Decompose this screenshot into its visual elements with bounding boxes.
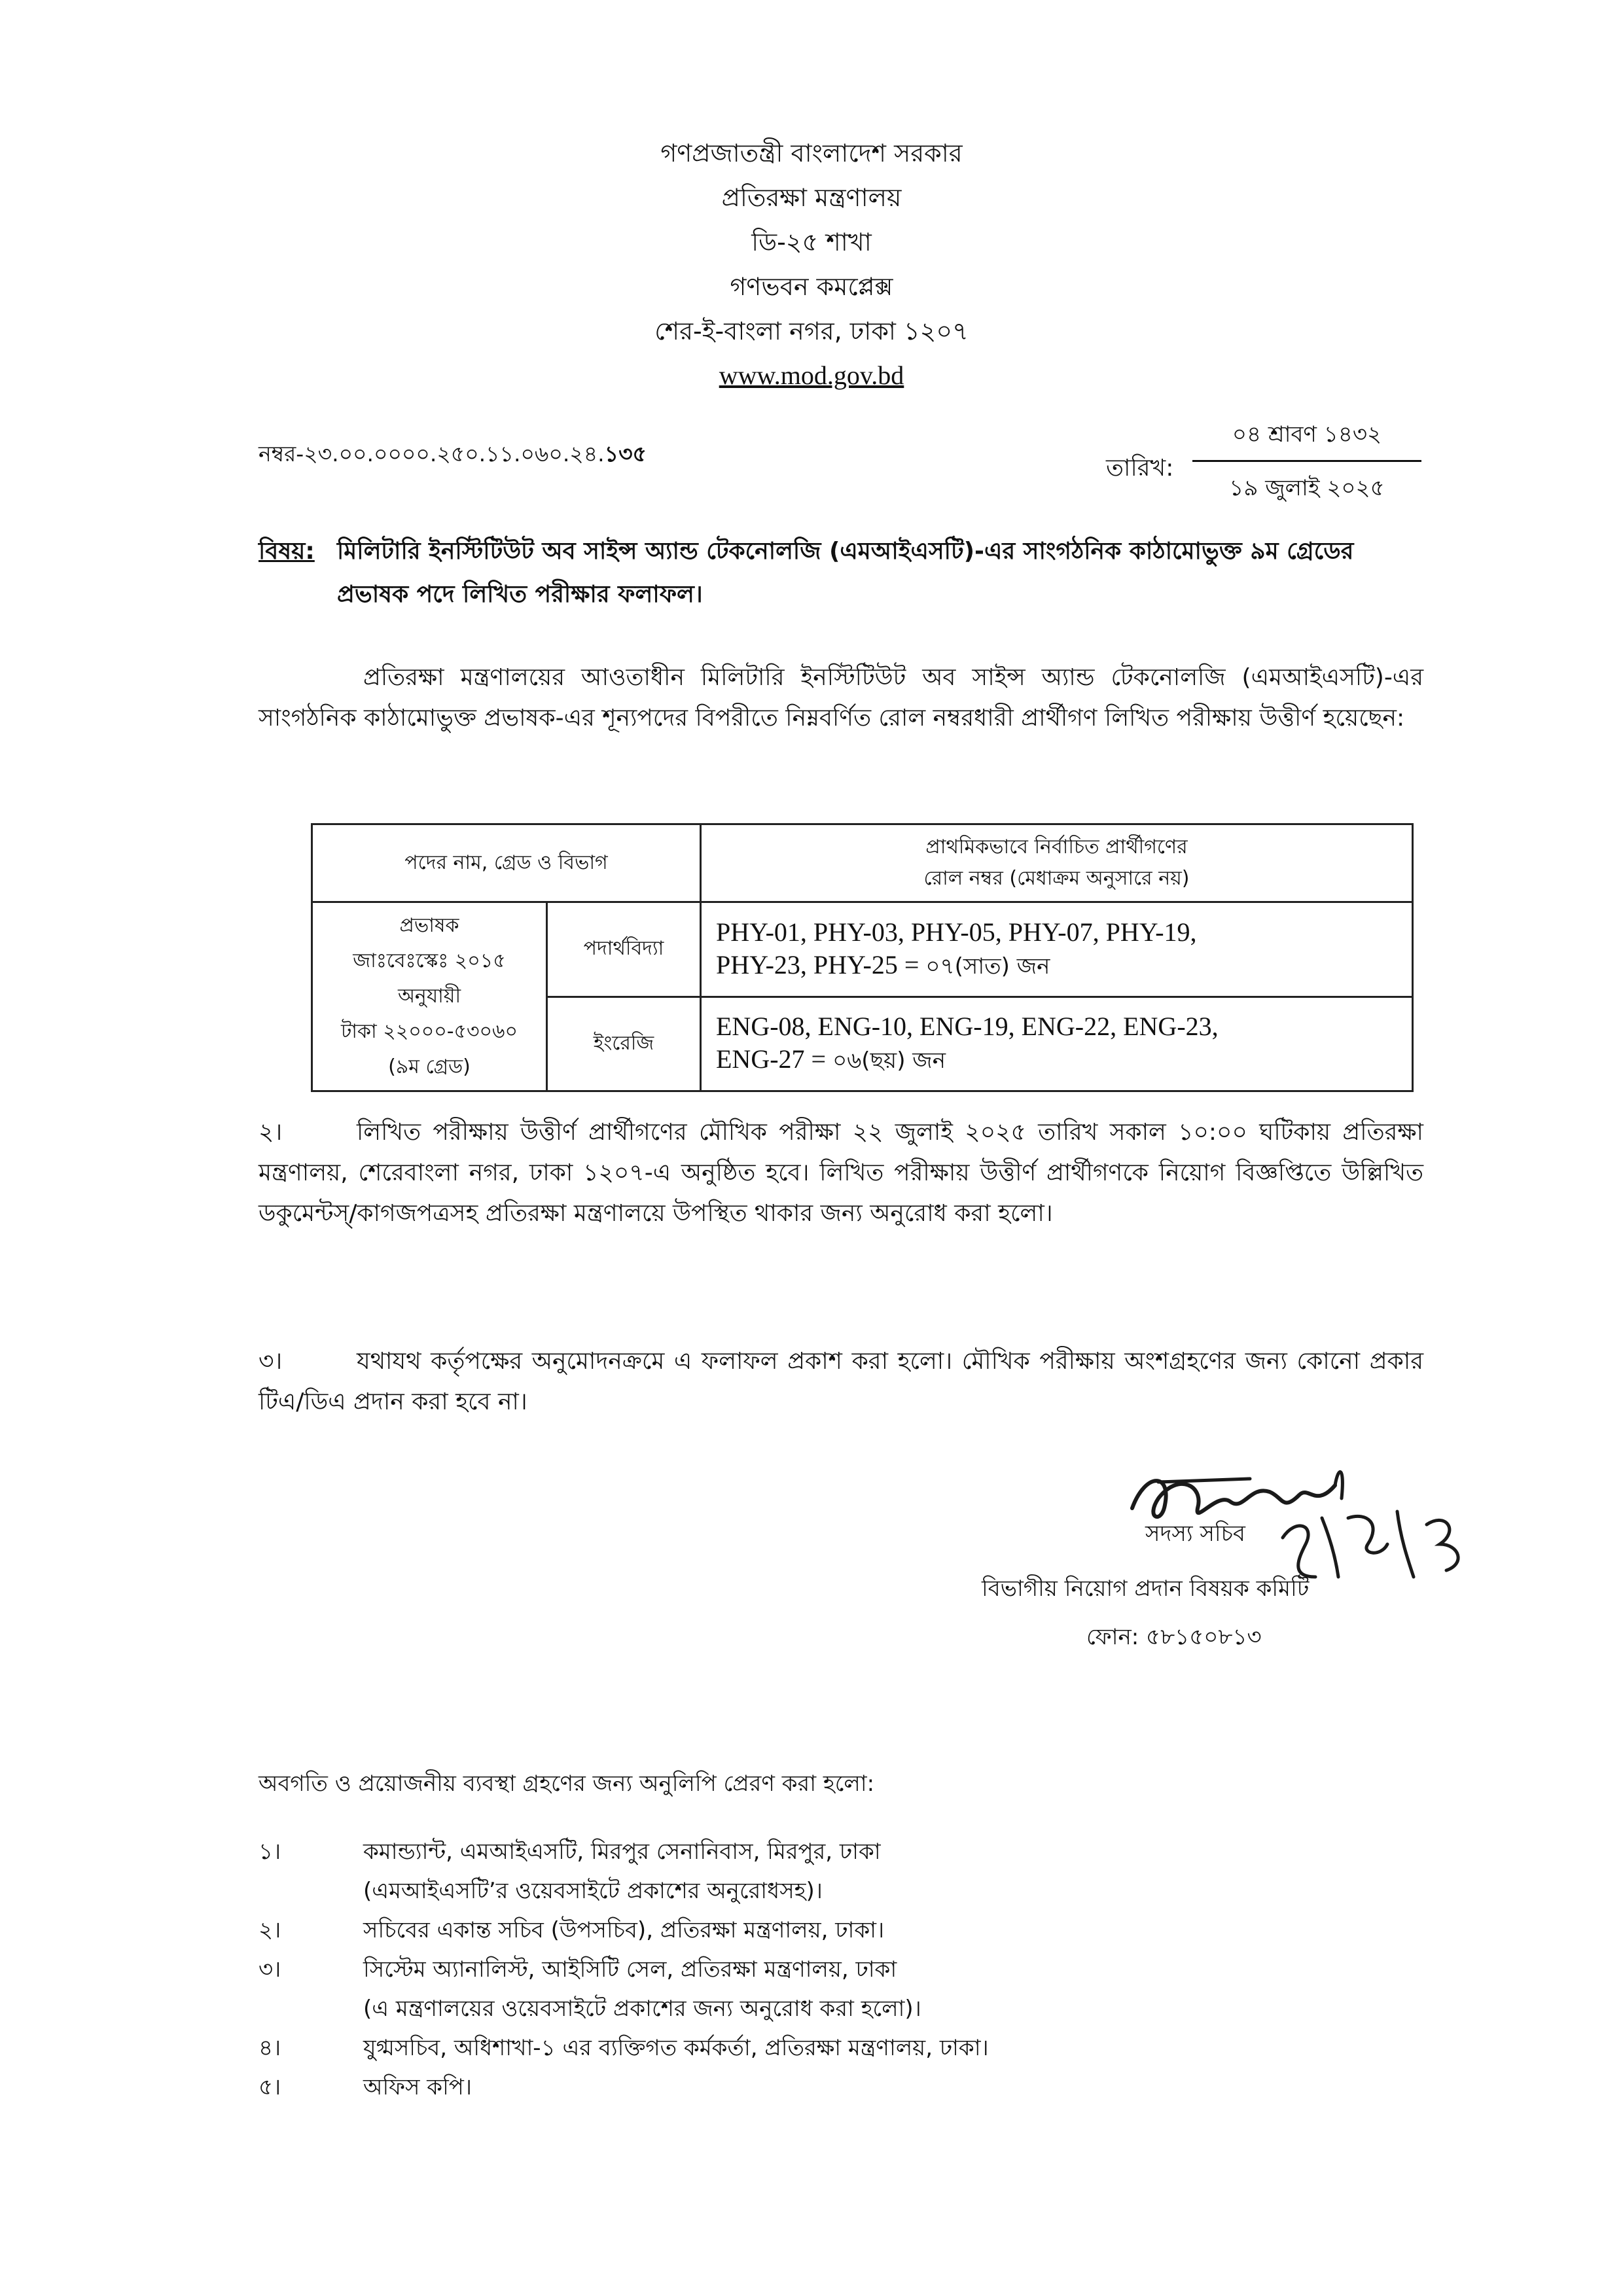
list-item-number: ৪।	[259, 2035, 281, 2061]
list-item-line: (এমআইএসটি’র ওয়েবসাইটে প্রকাশের অনুরোধসহ)।	[363, 1878, 823, 1904]
list-item-line: অফিস কপি।	[363, 2074, 473, 2100]
list-item-line: কমান্ড্যান্ট, এমআইএসটি, মিরপুর সেনানিবাস, মিরপুর, ঢাকা	[363, 1839, 881, 1865]
phone-number: ফোন: ৫৮১৫০৮১৩	[1086, 1624, 1262, 1650]
subject-line	[259, 530, 1430, 616]
grade: (৯ম গ্রেড)	[388, 1055, 471, 1078]
branch-name: ডি-২৫ শাখা	[751, 228, 872, 256]
paragraph-2	[259, 1112, 1423, 1234]
date-label: তারিখ:	[1106, 455, 1174, 482]
list-item	[259, 2028, 1423, 2068]
table-header-post: পদের নাম, গ্রেড ও বিভাগ	[312, 824, 701, 902]
list-item-text	[363, 2028, 1423, 2068]
table-header-row	[312, 824, 1413, 902]
govt-name: গণপ্রজাতন্ত্রী বাংলাদেশ সরকার	[660, 139, 963, 168]
paragraph-number: ২।	[259, 1119, 283, 1146]
list-item-number: ২।	[259, 1917, 281, 1943]
ministry-name: প্রতিরক্ষা মন্ত্রণালয়	[721, 183, 902, 212]
list-item-number: ৩।	[259, 1956, 281, 1983]
table-header-rolls-line2: রোল নম্বর (মেধাক্রম অনুসারে নয়)	[923, 867, 1190, 890]
website-link[interactable]: www.mod.gov.bd	[719, 361, 904, 390]
list-item	[259, 1832, 1423, 1911]
table-header-rolls-line1: প্রাথমিকভাবে নির্বাচিত প্রার্থীগণের	[925, 836, 1188, 858]
memo-number	[259, 437, 647, 474]
list-item-line: সিস্টেম অ্যানালিস্ট, আইসিটি সেল, প্রতিরক্ষা মন্ত্রণালয়, ঢাকা	[363, 1956, 897, 1983]
rolls-line: PHY-01, PHY-03, PHY-05, PHY-07, PHY-19,	[716, 917, 1197, 947]
letterhead	[0, 131, 1623, 398]
subject-label: বিষয়:	[259, 538, 315, 565]
paragraph-1: প্রতিরক্ষা মন্ত্রণালয়ের আওতাধীন মিলিটারি ইনস্টিটিউট অব সাইন্স অ্যান্ড টেকনোলজি (এমআইএসটি)-এর সাংগঠনিক কাঠামোভুক্ত প্রভাষক-এর শূন্যপদের বিপরীতে নিম্নবর্ণিত রোল নম্বরধারী প্রার্থীগণ লিখিত পরীক্ষায় উত্তীর্ণ হয়েছেন:	[259, 664, 1423, 732]
list-item	[259, 1950, 1423, 2028]
date-block	[1192, 417, 1421, 508]
list-item-text	[363, 2068, 1423, 2107]
paragraph-text: যথাযথ কর্তৃপক্ষের অনুমোদনক্রমে এ ফলাফল প্রকাশ করা হলো। মৌখিক পরীক্ষায় অংশগ্রহণের জন্য কোনো প্রকার টিএ/ডিএ প্রদান করা হবে না।	[259, 1348, 1423, 1415]
rolls-line: ENG-27 =	[716, 1044, 833, 1074]
rolls-cell-english	[701, 997, 1413, 1091]
list-item-number: ৫।	[259, 2074, 281, 2100]
list-item-line: সচিবের একান্ত সচিব (উপসচিব), প্রতিরক্ষা মন্ত্রণালয়, ঢাকা।	[363, 1917, 885, 1943]
rolls-cell-physics	[701, 902, 1413, 997]
list-item-text	[363, 1950, 1423, 2028]
list-item-text	[363, 1832, 1423, 1911]
list-item	[259, 1911, 1423, 1950]
rolls-line: ENG-08, ENG-10, ENG-19, ENG-22, ENG-23,	[716, 1012, 1219, 1042]
candidate-count: ০৭(সাত) জন	[925, 953, 1050, 980]
subject-text: মিলিটারি ইনস্টিটিউট অব সাইন্স অ্যান্ড টেকনোলজি (এমআইএসটি)-এর সাংগঠনিক কাঠামোভুক্ত ৯ম গ্রেডের প্রভাষক পদে লিখিত পরীক্ষার ফলাফল।	[337, 538, 1354, 608]
dept-cell-english: ইংরেজি	[547, 997, 701, 1091]
date-english: ১৯ জুলাই ২০২৫	[1229, 475, 1385, 501]
list-item-line: যুগ্মসচিব, অধিশাখা-১ এর ব্যক্তিগত কর্মকর্তা, প্রতিরক্ষা মন্ত্রণালয়, ঢাকা।	[363, 2035, 989, 2061]
paragraph-3	[259, 1341, 1423, 1422]
post-title: প্রভাষক	[399, 914, 459, 937]
list-item-text	[363, 1911, 1423, 1950]
table-row	[312, 902, 1413, 997]
date-bangla: ০৪ শ্রাবণ ১৪৩২	[1192, 417, 1421, 462]
memo-number-prefix: নম্বর-২৩.০০.০০০০.২৫০.১১.০৬০.২৪.	[259, 441, 605, 467]
complex-name: গণভবন কমপ্লেক্স	[730, 272, 893, 301]
pay-scale: জাঃবেঃস্কেঃ ২০১৫	[353, 949, 506, 972]
signatory-title: সদস্য সচিব	[1145, 1521, 1245, 1547]
rolls-line: PHY-23, PHY-25 =	[716, 949, 926, 980]
paragraph-number: ৩।	[259, 1348, 283, 1375]
post-cell	[312, 902, 547, 1091]
candidate-count: ০৬(ছয়) জন	[832, 1048, 946, 1074]
table-header-rolls	[701, 824, 1413, 902]
committee-name: বিভাগীয় নিয়োগ প্রদান বিষয়ক কমিটি	[982, 1576, 1310, 1602]
list-item-number: ১।	[259, 1839, 281, 1865]
dept-cell-physics: পদার্থবিদ্যা	[547, 902, 701, 997]
paragraph-text: লিখিত পরীক্ষায় উত্তীর্ণ প্রার্থীগণের মৌখিক পরীক্ষা ২২ জুলাই ২০২৫ তারিখ সকাল ১০:০০ ঘটিকায় প্রতিরক্ষা মন্ত্রণালয়, শেরেবাংলা নগর, ঢাকা ১২০৭-এ অনুষ্ঠিত হবে। লিখিত পরীক্ষায় উত্তীর্ণ প্রার্থীগণকে নিয়োগ বিজ্ঞপ্তিতে উল্লিখিত ডকুমেন্টস্/কাগজপত্রসহ প্রতিরক্ষা মন্ত্রণালয়ে উপস্থিত থাকার জন্য অনুরোধ করা হলো।	[259, 1119, 1423, 1227]
list-item	[259, 2068, 1423, 2107]
result-table	[311, 823, 1414, 1092]
copy-to-list	[259, 1832, 1423, 2107]
address: শের-ই-বাংলা নগর, ঢাকা ১২০৭	[654, 317, 969, 345]
pay-range: টাকা ২২০০০-৫৩০৬০	[340, 1020, 518, 1043]
memo-number-suffix: ১৩৫	[604, 441, 647, 467]
list-item-line: (এ মন্ত্রণালয়ের ওয়েবসাইটে প্রকাশের জন্য অনুরোধ করা হলো)।	[363, 1996, 921, 2022]
pay-scale-according: অনুযায়ী	[397, 985, 461, 1008]
copy-to-intro: অবগতি ও প্রয়োজনীয় ব্যবস্থা গ্রহণের জন্য অনুলিপি প্রেরণ করা হলো:	[259, 1771, 875, 1797]
